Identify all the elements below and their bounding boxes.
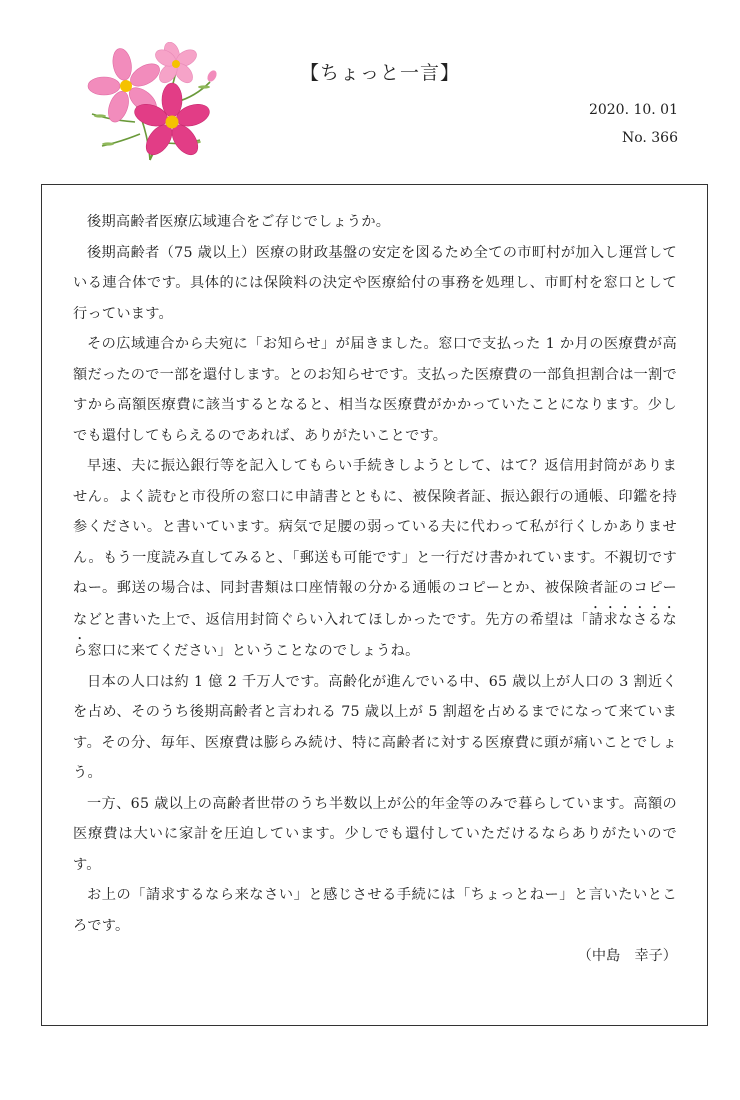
paragraph-1: 後期高齢者医療広域連合をご存じでしょうか。	[87, 214, 391, 230]
author-signature: （中島 幸子）	[577, 948, 677, 964]
paragraph-6: 一方、65 歳以上の高齢者世帯のうち半数以上が公的年金等のみで暮らしています。高額の医療費は大いに家計を圧迫しています。少しでも還付していただけるならありがたいのです。	[73, 795, 677, 873]
article-box	[41, 184, 708, 1026]
paragraph-4	[73, 451, 677, 667]
paragraph-5: 日本の人口は約 1 億 2 千万人です。高齢化が進んでいる中、65 歳以上が人口の 3 割近くを占め、そのうち後期高齢者と言われる 75 歳以上が 5 割超を占めるまでになって来ています。その分、毎年、医療費は膨らみ続け、特に高齢者に対する医療費に頭が痛いことでしょう。	[73, 673, 677, 781]
cosmos-flower-illustration	[80, 42, 230, 162]
paragraph-7: お上の「請求するなら来なさい」と感じさせる手続には「ちょっとねー」と言いたいところです。	[73, 887, 677, 934]
paragraph-2: 後期高齢者（75 歳以上）医療の財政基盤の安定を図るため全ての市町村が加入し運営している連合体です。具体的には保険料の決定や医療給付の事務を処理し、市町村を窓口として行っています。	[73, 244, 677, 322]
page-title: 【ちょっと一言】	[300, 62, 461, 84]
issue-date: 2020. 10. 01	[588, 102, 678, 118]
paragraph-3: その広域連合から夫宛に「お知らせ」が届きました。窓口で支払った 1 か月の医療費が高額だったので一部を還付します。とのお知らせです。支払った医療費の一部負担割合は一割ですから高額医療費に該当するとなると、相当な医療費がかかっていたことになります。少しでも還付してもらえるのであれば、ありがたいことです。	[73, 336, 677, 444]
paragraph-4-text-a: 早速、夫に振込銀行等を記入してもらい手続きしようとして、はて？返信用封筒がありません。よく読むと市役所の窓口に申請書とともに、被保険者証、振込銀行の通帳、印鑑を持参ください。と書いています。病気で足腰の弱っている夫に代わって私が行くしかありません。もう一度読み直してみると、「郵送も可能です」と一行だけ書かれています。不親切ですねー。郵送の場合は、同封書類は口座情報の分かる通帳のコピーとか、被保険者証のコピーなどと書いた上で、返信用封筒ぐらい入れてほしかったです。先方の希望は「	[73, 458, 677, 628]
paragraph-4-text-b: 窓口に来てください」ということなのでしょうね。	[87, 643, 420, 659]
emphasized-phrase: 請求なさるなら	[73, 611, 677, 659]
issue-number: No. 366	[621, 130, 678, 146]
